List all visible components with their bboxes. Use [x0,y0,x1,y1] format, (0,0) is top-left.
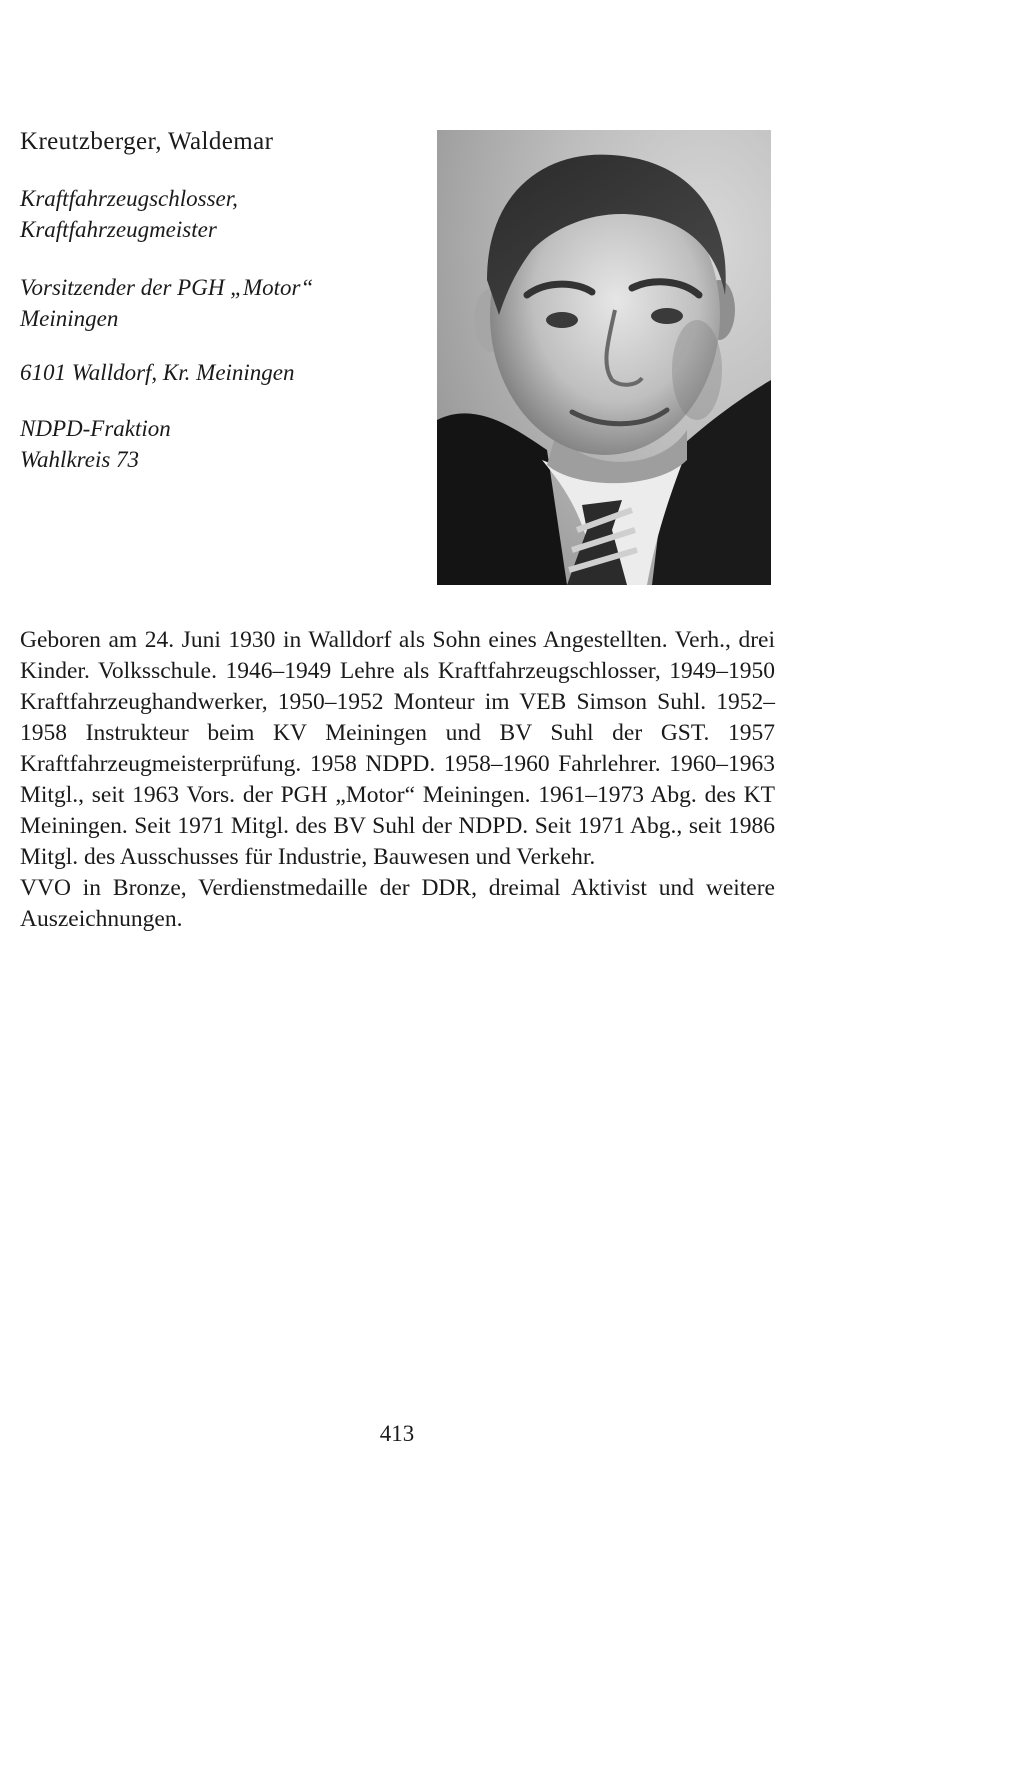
page-number: 413 [379,1421,415,1446]
awards-paragraph: VVO in Bronze, Verdienstmedaille der DDR, dreimal Aktivist und weitere Auszeichnungen. [20,875,775,932]
biography [20,625,775,935]
biography-paragraph: Geboren am 24. Juni 1930 in Walldorf als Sohn eines Angestellten. Verh., drei Kinder. Volksschule. 1946–1949 Lehre als Kraftfahrzeugschlosser, 1949–1950 Kraftfahrzeughandwerker, 1950–1952 Monteur im VEB Simson Suhl. 1952–1958 Instrukteur beim KV Meiningen und BV Suhl der GST. 1957 Kraftfahrzeugmeisterprüfung. 1958 NDPD. 1958–1960 Fahrlehrer. 1960–1963 Mitgl., seit 1963 Vors. der PGH „Motor“ Meiningen. 1961–1973 Abg. des KT Meiningen. Seit 1971 Mitgl. des BV Suhl der NDPD. Seit 1971 Abg., seit 1986 Mitgl. des Ausschusses für Industrie, Bauwesen und Verkehr. [20,627,775,870]
fraction: NDPD-Fraktion [20,416,171,441]
profession-line: Kraftfahrzeugschlosser, [20,186,238,211]
constituency: Wahlkreis 73 [20,447,140,472]
professions [20,183,420,245]
address-line: 6101 Walldorf, Kr. Meiningen [20,360,295,385]
position-line: Vorsitzender der PGH „Motor“ [20,275,314,300]
address [20,357,420,388]
person-name: Kreutzberger, Waldemar [20,128,274,155]
portrait-photo [437,130,771,585]
party-info [20,413,420,475]
position [20,272,420,334]
position-line: Meiningen [20,306,119,331]
profession-line: Kraftfahrzeugmeister [20,217,217,242]
